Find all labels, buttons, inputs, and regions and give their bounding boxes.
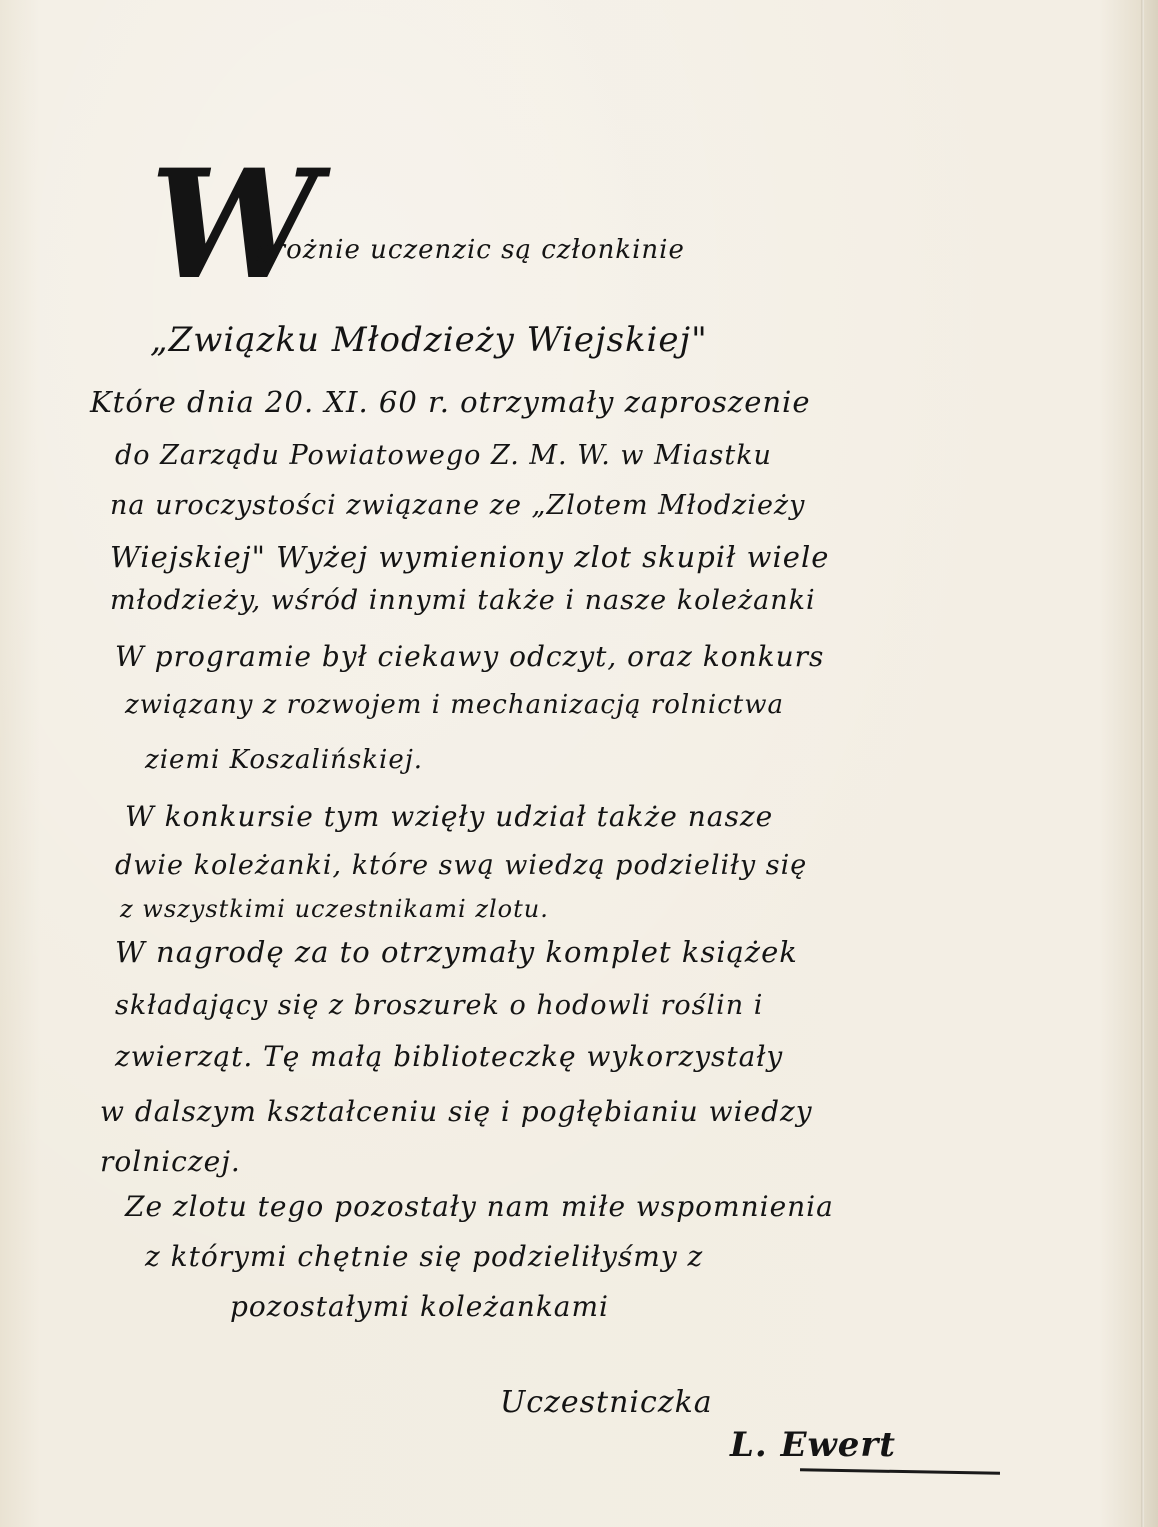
letter-line: z którymi chętnie się podzieliłyśmy z <box>145 1240 704 1273</box>
letter-line: grożnie uczenzic są członkinie <box>255 235 685 265</box>
signature-role: Uczestniczka <box>500 1385 713 1420</box>
letter-line: pozostałymi koleżankami <box>230 1290 610 1323</box>
letter-line: ziemi Koszalińskiej. <box>145 745 424 775</box>
letter-line: związany z rozwojem i mechanizacją rolnictwa <box>125 690 784 720</box>
letter-line: W programie był ciekawy odczyt, oraz konkurs <box>115 640 825 673</box>
letter-line: Ze zlotu tego pozostały nam miłe wspomnienia <box>125 1190 834 1223</box>
letter-line: w dalszym kształceniu się i pogłębianiu wiedzy <box>100 1095 813 1128</box>
letter-dropcap: W <box>150 137 319 313</box>
signature-name: L. Ewert <box>730 1425 897 1465</box>
letter-line: młodzieży, wśród innymi także i nasze koleżanki <box>110 585 816 616</box>
letter-line: na uroczystości związane ze „Zlotem Młodzieży <box>110 490 806 521</box>
letter-line: do Zarządu Powiatowego Z. M. W. w Miastku <box>115 440 772 471</box>
letter-line: z wszystkimi uczestnikami zlotu. <box>120 895 549 923</box>
letter-line: rolniczej. <box>100 1145 241 1178</box>
letter-line: dwie koleżanki, które swą wiedzą podzieliły się <box>115 850 808 881</box>
letter-line: „Związku Młodzieży Wiejskiej" <box>150 320 708 360</box>
letter-line: W nagrodę za to otrzymały komplet książek <box>115 935 798 969</box>
signature-underline <box>800 1468 1000 1474</box>
letter-line: Które dnia 20. XI. 60 r. otrzymały zaproszenie <box>90 385 811 419</box>
letter-line: W konkursie tym wzięły udział także nasze <box>125 800 774 833</box>
letter-line: Wiejskiej" Wyżej wymieniony zlot skupił wiele <box>110 540 830 574</box>
letter-line: składający się z broszurek o hodowli roślin i <box>115 990 764 1021</box>
letter-line: zwierząt. Tę małą biblioteczkę wykorzystały <box>115 1040 784 1073</box>
